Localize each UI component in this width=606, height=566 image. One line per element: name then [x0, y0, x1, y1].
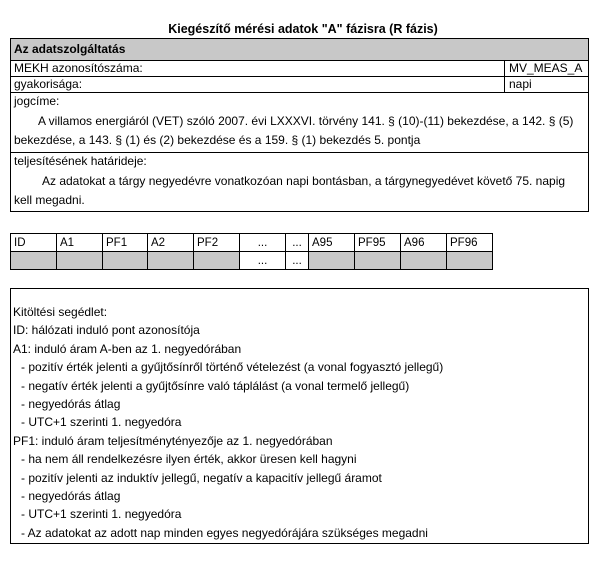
guide-line: PF1: induló áram teljesítménytényezője az 1. negyedórában — [13, 433, 333, 448]
guide-line: - UTC+1 szerinti 1. negyedóra — [21, 415, 182, 430]
grid-header-cell: A96 — [401, 234, 447, 252]
guide-line: - UTC+1 szerinti 1. negyedóra — [21, 507, 182, 522]
grid-header-cell: A2 — [148, 234, 194, 252]
measurement-grid — [10, 233, 493, 270]
grid-header-cell: PF96 — [447, 234, 493, 252]
guide-line: - ha nem áll rendelkezésre ilyen érték, akkor üresen kell hagyni — [21, 452, 357, 467]
grid-value-cell[interactable] — [11, 252, 57, 270]
grid-header-row — [11, 234, 493, 252]
page-title: Kiegészítő mérési adatok "A" fázisra (R fázis) — [168, 22, 438, 36]
guide-line: - negyedórás átlag — [21, 397, 121, 412]
guide-line: - Az adatokat az adott nap minden egyes negyedórájára szükséges megadni — [21, 525, 428, 540]
legal-basis-label: jogcíme: — [14, 94, 60, 108]
grid-value-cell: ... — [240, 252, 286, 270]
legal-basis-row — [11, 93, 588, 153]
deadline-label: teljesítésének határideje: — [14, 154, 147, 168]
grid-value-cell[interactable] — [355, 252, 401, 270]
grid-header-cell: A1 — [57, 234, 103, 252]
grid-value-cell[interactable] — [447, 252, 493, 270]
guide-line: Kitöltési segédlet: — [13, 305, 108, 319]
grid-header-cell: ... — [240, 234, 286, 252]
grid-value-cell[interactable] — [57, 252, 103, 270]
fill-in-guide-box — [10, 288, 589, 544]
deadline-row — [11, 153, 588, 213]
grid-header-cell: PF2 — [194, 234, 240, 252]
mekh-id-value: MV_MEAS_A — [509, 61, 583, 75]
guide-line: - pozitív érték jelenti a gyűjtősínről történő vételezést (a vonal fogyasztó jellegű) — [21, 360, 444, 375]
guide-line: ID: hálózati induló pont azonosítója — [13, 323, 200, 338]
grid-value-cell[interactable] — [194, 252, 240, 270]
frequency-value: napi — [509, 77, 532, 91]
grid-header-cell: A95 — [309, 234, 355, 252]
section-header: Az adatszolgáltatás — [11, 39, 588, 61]
guide-line: - pozitív jelenti az induktív jellegű, negatív a kapacitív jellegű áramot — [21, 470, 382, 485]
guide-line: A1: induló áram A-ben az 1. negyedórában — [13, 341, 242, 356]
grid-header-cell: PF95 — [355, 234, 401, 252]
grid-header-cell: ... — [286, 234, 309, 252]
grid-header-cell: PF1 — [103, 234, 148, 252]
deadline-text: Az adatokat a tárgy negyedévre vonatkozóan napi bontásban, a tárgynegyedévet követő 75. napig kell megadni. — [14, 174, 566, 207]
frequency-label: gyakorisága: — [11, 77, 505, 92]
grid-header-cell: ID — [11, 234, 57, 252]
frequency-row — [11, 77, 588, 93]
data-provision-box — [10, 38, 589, 212]
grid-value-cell[interactable] — [401, 252, 447, 270]
grid-value-row — [11, 252, 493, 270]
mekh-id-label: MEKH azonosítószáma: — [11, 61, 505, 76]
grid-value-cell[interactable] — [309, 252, 355, 270]
mekh-id-row — [11, 61, 588, 77]
grid-value-cell[interactable] — [103, 252, 148, 270]
grid-value-cell[interactable] — [148, 252, 194, 270]
guide-line: - negyedórás átlag — [21, 489, 121, 504]
grid-value-cell: ... — [286, 252, 309, 270]
guide-line: - negatív érték jelenti a gyűjtősínre való táplálást (a vonal termelő jellegű) — [21, 378, 410, 393]
legal-basis-text: A villamos energiáról (VET) szóló 2007. évi LXXXVI. törvény 141. § (10)-(11) bekezdése, a 142. § (5) bekezdése, a 143. § (1) és (2) bekezdése és a 159. § (1) bekezdés 5. pontja — [14, 114, 574, 147]
